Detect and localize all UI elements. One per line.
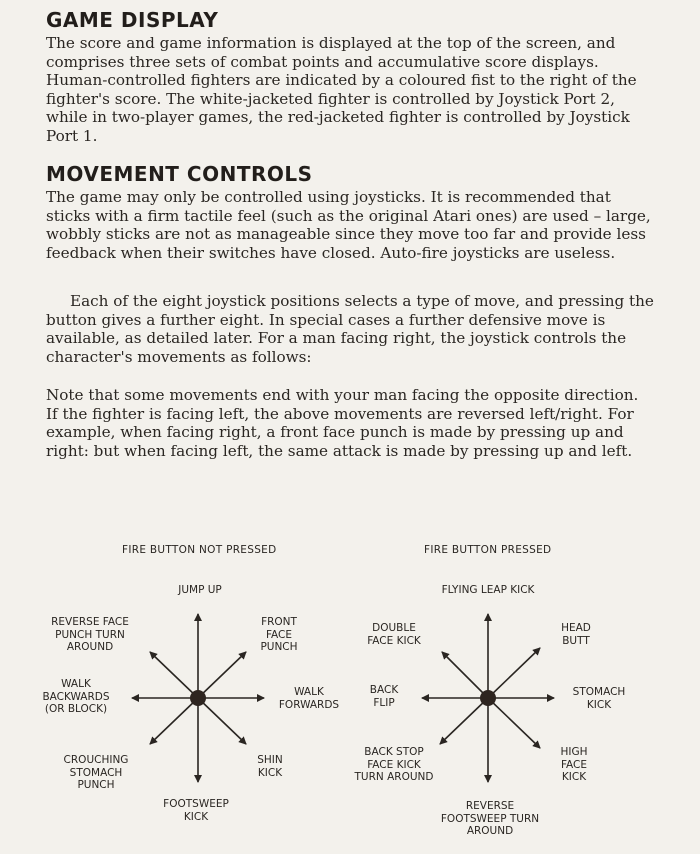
label-up-left: REVERSE FACE PUNCH TURN AROUND — [51, 616, 129, 653]
movement-paragraph-3: Note that some movements end with your man facing the opposite direction. If the fighter is facing left, the above movements are reversed left/right. For example, when facing right, a front face punch is made by pressing up and right: but when facing left, the same attack is made by pressing up and left. — [46, 386, 639, 460]
arrow-down-left — [440, 698, 488, 744]
label-left: WALK BACKWARDS (OR BLOCK) — [42, 678, 110, 715]
movement-controls-heading: MOVEMENT CONTROLS — [46, 162, 313, 186]
label-up-left: DOUBLE FACE KICK — [367, 622, 421, 647]
arrow-down-right — [488, 698, 540, 748]
label-up-right: FRONT FACE PUNCH — [260, 616, 298, 653]
arrow-up-right — [488, 648, 540, 698]
game-display-paragraph: The score and game information is displayed at the top of the screen, and comprises three sets of combat points and accumulative score displays. Human-controlled fighters are indicated by a coloured fist to the right of the fighter's score. The white-jacketed fighter is controlled by Joystick Port 2, while in two-player games, the red-jacketed fighter is controlled by Joystick Port 1. — [46, 34, 637, 145]
label-up-right: HEAD BUTT — [561, 622, 591, 647]
label-down-right: SHIN KICK — [257, 754, 283, 779]
arrow-up-left — [442, 652, 488, 698]
label-up: FLYING LEAP KICK — [441, 584, 535, 596]
movement-paragraph-2 — [46, 292, 654, 366]
arrow-up-left — [150, 652, 198, 698]
label-down-left: BACK STOP FACE KICK TURN AROUND — [354, 746, 434, 783]
movement-paragraph-2-text: Each of the eight joystick positions selects a type of move, and pressing the button gives a further eight. In special cases a further defensive move is available, as detailed later. For a man facing right, the joystick controls the character's movements as follows: — [46, 292, 654, 366]
arrow-down-left — [150, 698, 198, 744]
label-left: BACK FLIP — [369, 684, 399, 709]
label-up: JUMP UP — [178, 584, 222, 596]
arrow-up-right — [198, 652, 246, 698]
label-down-right: HIGH FACE KICK — [560, 746, 588, 783]
arrow-down-right — [198, 698, 246, 744]
label-down: FOOTSWEEP KICK — [163, 798, 229, 823]
label-down-left: CROUCHING STOMACH PUNCH — [63, 754, 129, 791]
diagram-title-pressed: FIRE BUTTON PRESSED — [424, 544, 552, 556]
game-display-heading: GAME DISPLAY — [46, 8, 219, 32]
joystick-center-icon — [190, 690, 206, 706]
movement-paragraph-1: The game may only be controlled using joysticks. It is recommended that sticks with a firm tactile feel (such as the original Atari ones) are used – large, wobbly sticks are not as manageable since they move too far and provide less feedback when their switches have closed. Auto-fire joysticks are useless. — [46, 188, 651, 262]
label-down: REVERSE FOOTSWEEP TURN AROUND — [440, 800, 540, 837]
label-right: WALK FORWARDS — [278, 686, 340, 711]
label-right: STOMACH KICK — [572, 686, 626, 711]
joystick-center-icon — [480, 690, 496, 706]
diagram-title-not-pressed: FIRE BUTTON NOT PRESSED — [122, 544, 277, 556]
